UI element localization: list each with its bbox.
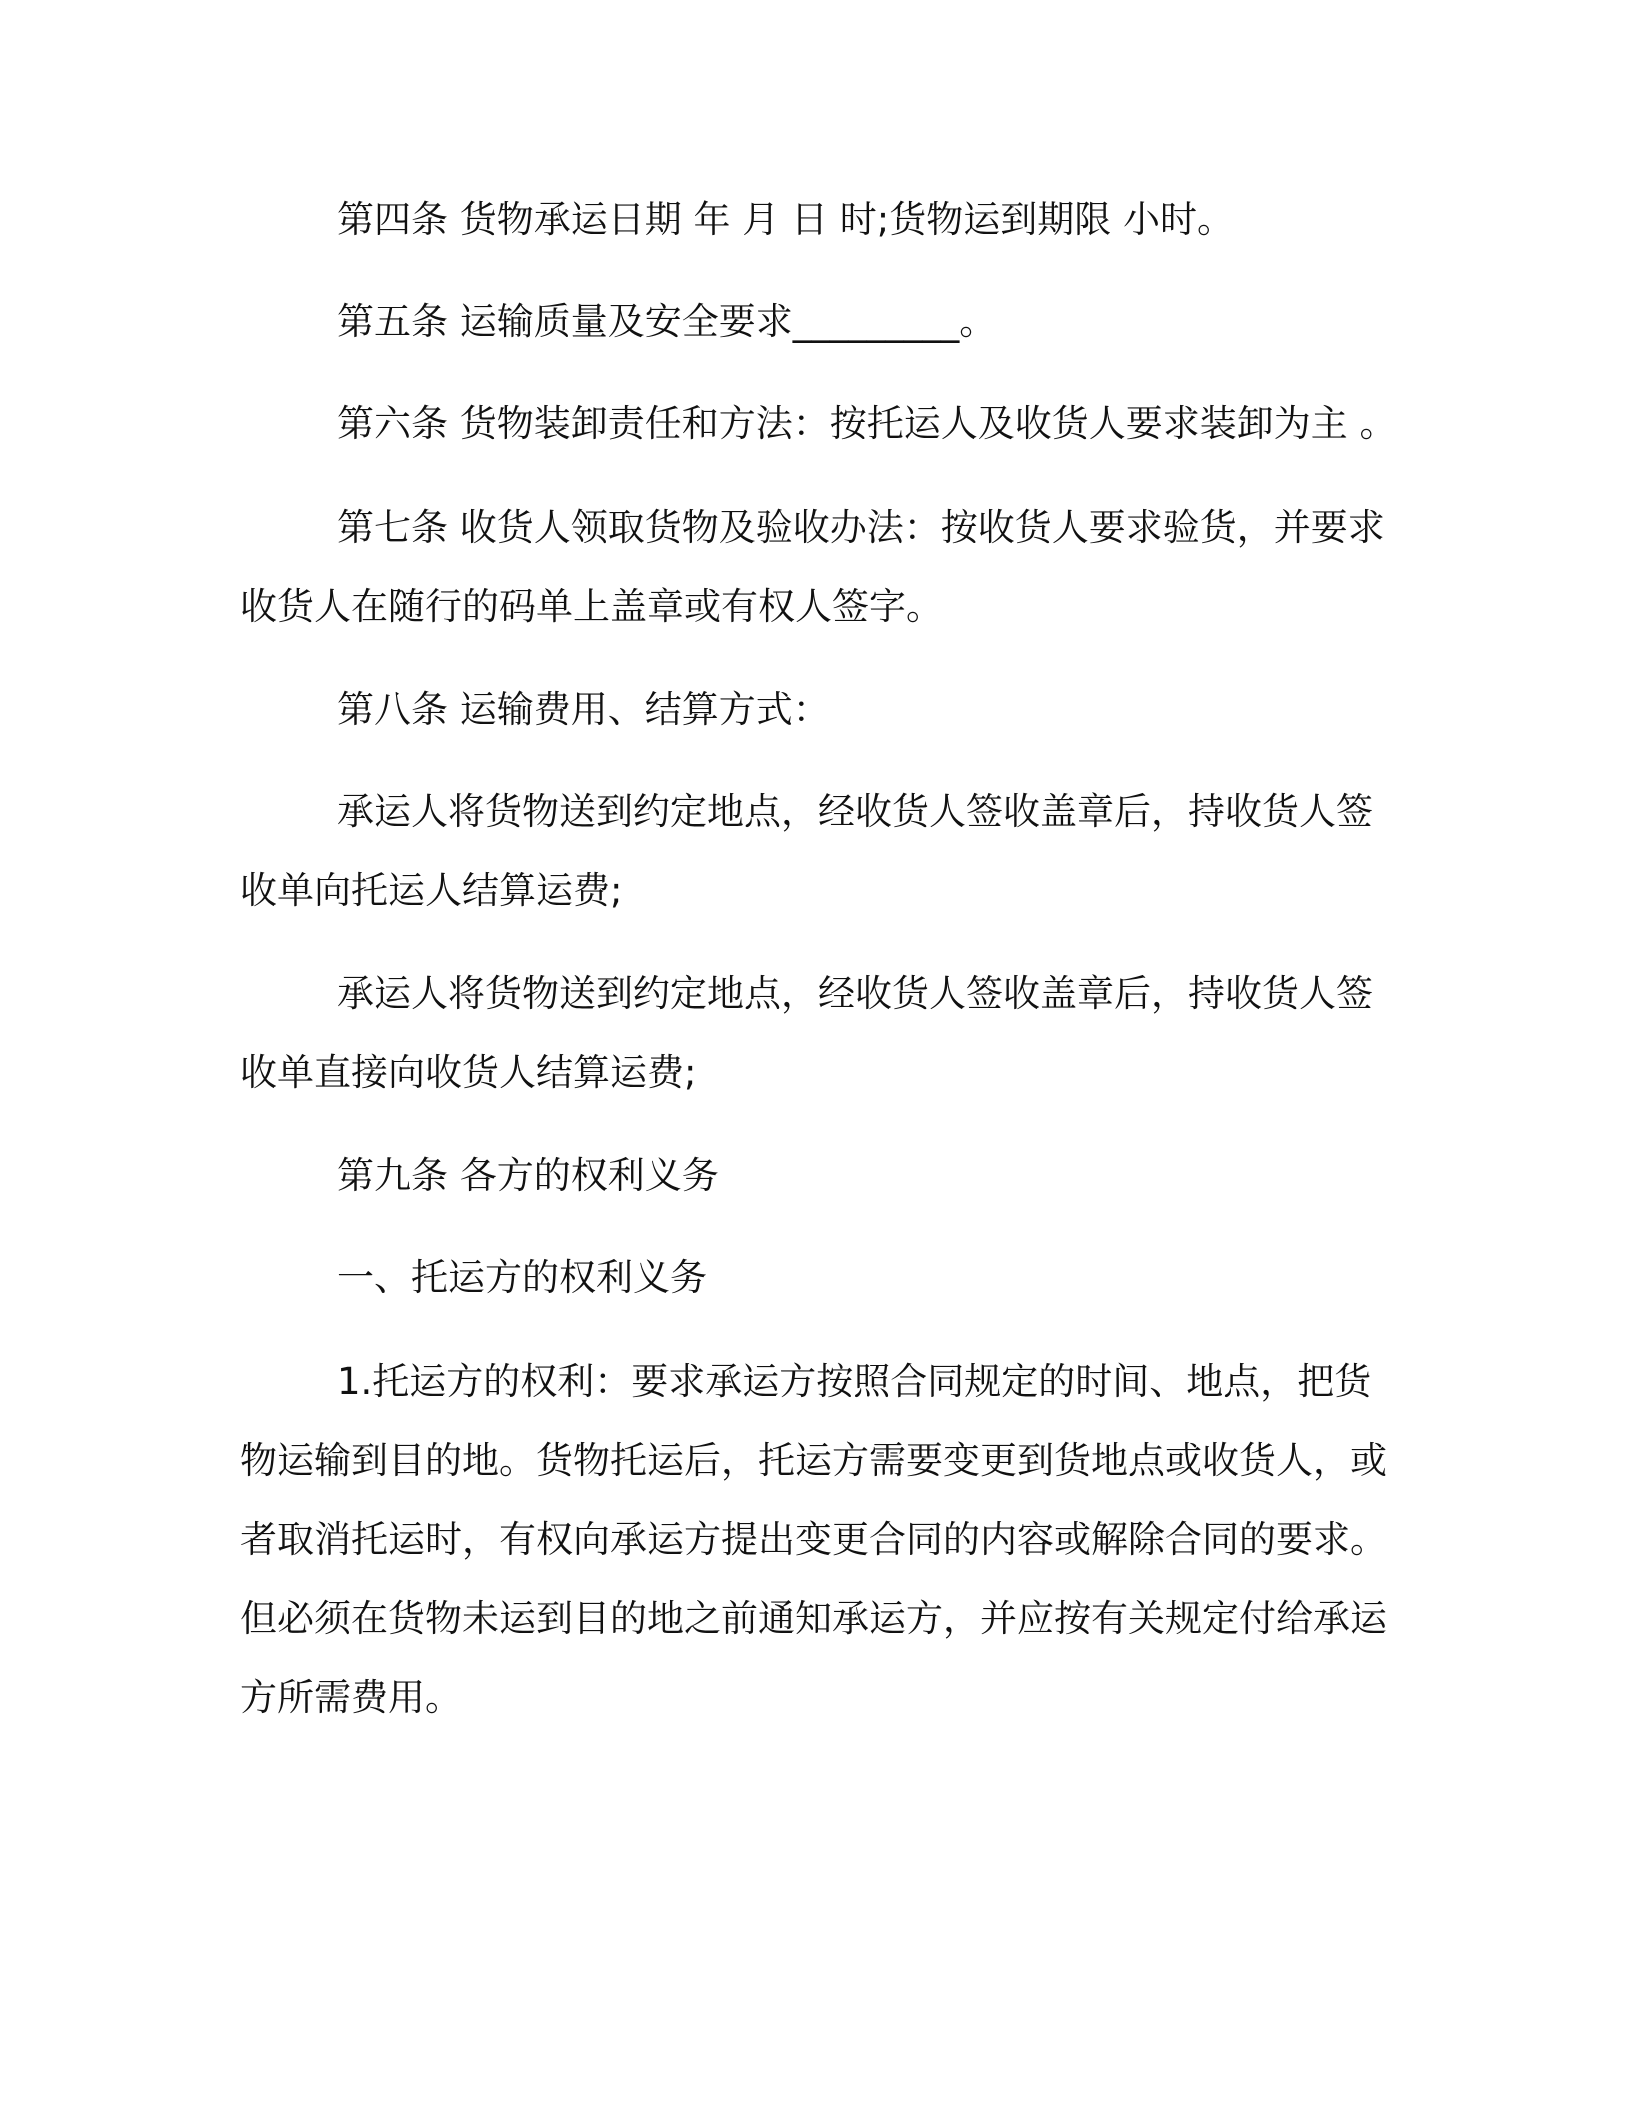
article-7-paragraph: 第七条 收货人领取货物及验收办法：按收货人要求验货，并要求收货人在随行的码单上盖章或有权人签字。 <box>240 506 1385 628</box>
settlement-option-2: 承运人将货物送到约定地点，经收货人签收盖章后，持收货人签收单直接向收货人结算运费; <box>240 972 1373 1094</box>
settlement-option-1: 承运人将货物送到约定地点，经收货人签收盖章后，持收货人签收单向托运人结算运费; <box>240 790 1373 912</box>
section-1-heading: 一、托运方的权利义务 <box>337 1256 707 1299</box>
article-5-paragraph: 第五条 运输质量及安全要求_________。 <box>337 300 997 343</box>
article-6-paragraph: 第六条 货物装卸责任和方法：按托运人及收货人要求装卸为主 。 <box>337 402 1397 445</box>
article-8-paragraph: 第八条 运输费用、结算方式： <box>337 688 830 731</box>
article-4-paragraph: 第四条 货物承运日期 年 月 日 时;货物运到期限 小时。 <box>337 198 1235 241</box>
article-9-paragraph: 第九条 各方的权利义务 <box>337 1154 719 1197</box>
consignor-rights-paragraph: 1.托运方的权利：要求承运方按照合同规定的时间、地点，把货物运输到目的地。货物托运后，托运方需要变更到货地点或收货人，或者取消托运时，有权向承运方提出变更合同的内容或解除合同的要求。但必须在货物未运到目的地之前通知承运方，并应按有关规定付给承运方所需费用。 <box>240 1360 1387 1719</box>
